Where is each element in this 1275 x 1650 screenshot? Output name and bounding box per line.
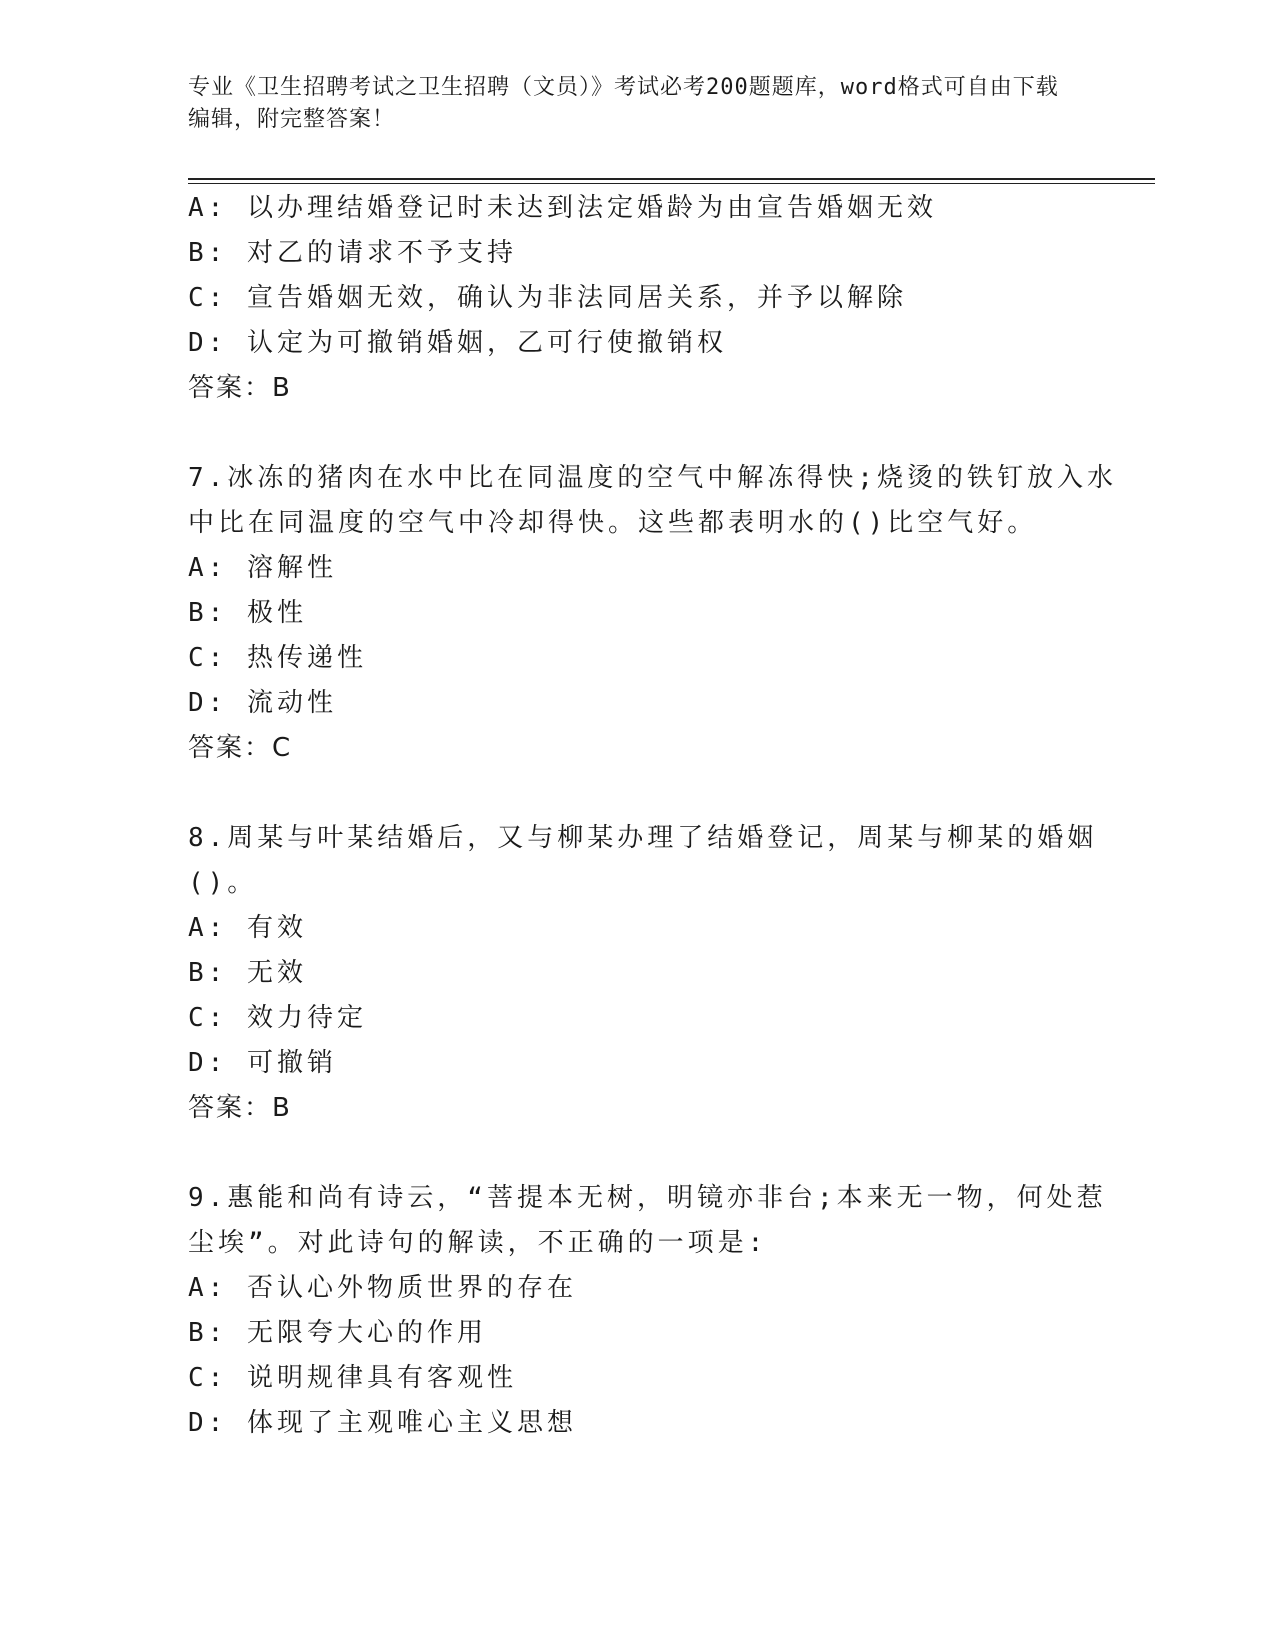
- q8-stem-line2: ()。: [188, 868, 258, 898]
- q8-option-c: C: 效力待定: [188, 1003, 367, 1033]
- q9-option-a: A: 否认心外物质世界的存在: [188, 1273, 577, 1303]
- q9-option-c: C: 说明规律具有客观性: [188, 1363, 517, 1393]
- q9-stem-line1: 9.惠能和尚有诗云，“菩提本无树，明镜亦非台;本来无一物，何处惹: [188, 1183, 1107, 1213]
- document-header-intro: 专业《卫生招聘考试之卫生招聘（文员）》考试必考200题题库，word格式可自由下载编辑，附完整答案！: [188, 75, 1059, 132]
- q6-option-d: D: 认定为可撤销婚姻，乙可行使撤销权: [188, 328, 727, 358]
- q6-option-b: B: 对乙的请求不予支持: [188, 238, 517, 268]
- header-divider-thin: [188, 183, 1155, 184]
- header-divider-thick: [188, 178, 1155, 180]
- q9-option-d: D: 体现了主观唯心主义思想: [188, 1408, 577, 1438]
- q8-option-d: D: 可撤销: [188, 1048, 337, 1078]
- q8-answer: 答案：B: [188, 1093, 292, 1123]
- q6-option-c: C: 宣告婚姻无效，确认为非法同居关系，并予以解除: [188, 283, 907, 313]
- q8-option-b: B: 无效: [188, 958, 307, 988]
- q9-option-b: B: 无限夸大心的作用: [188, 1318, 487, 1348]
- q7-option-a: A: 溶解性: [188, 553, 337, 583]
- q9-stem-line2: 尘埃”。对此诗句的解读，不正确的一项是:: [188, 1228, 768, 1258]
- q7-stem-line1: 7.冰冻的猪肉在水中比在同温度的空气中解冻得快;烧烫的铁钉放入水: [188, 463, 1117, 493]
- q7-option-b: B: 极性: [188, 598, 307, 628]
- q8-stem-line1: 8.周某与叶某结婚后，又与柳某办理了结婚登记，周某与柳某的婚姻: [188, 823, 1098, 853]
- q7-answer: 答案：C: [188, 733, 293, 763]
- q6-option-a: A: 以办理结婚登记时未达到法定婚龄为由宣告婚姻无效: [188, 193, 937, 223]
- q7-option-d: D: 流动性: [188, 688, 337, 718]
- q7-option-c: C: 热传递性: [188, 643, 367, 673]
- q6-answer: 答案：B: [188, 373, 292, 403]
- q8-option-a: A: 有效: [188, 913, 307, 943]
- q7-stem-line2: 中比在同温度的空气中冷却得快。这些都表明水的()比空气好。: [188, 508, 1038, 538]
